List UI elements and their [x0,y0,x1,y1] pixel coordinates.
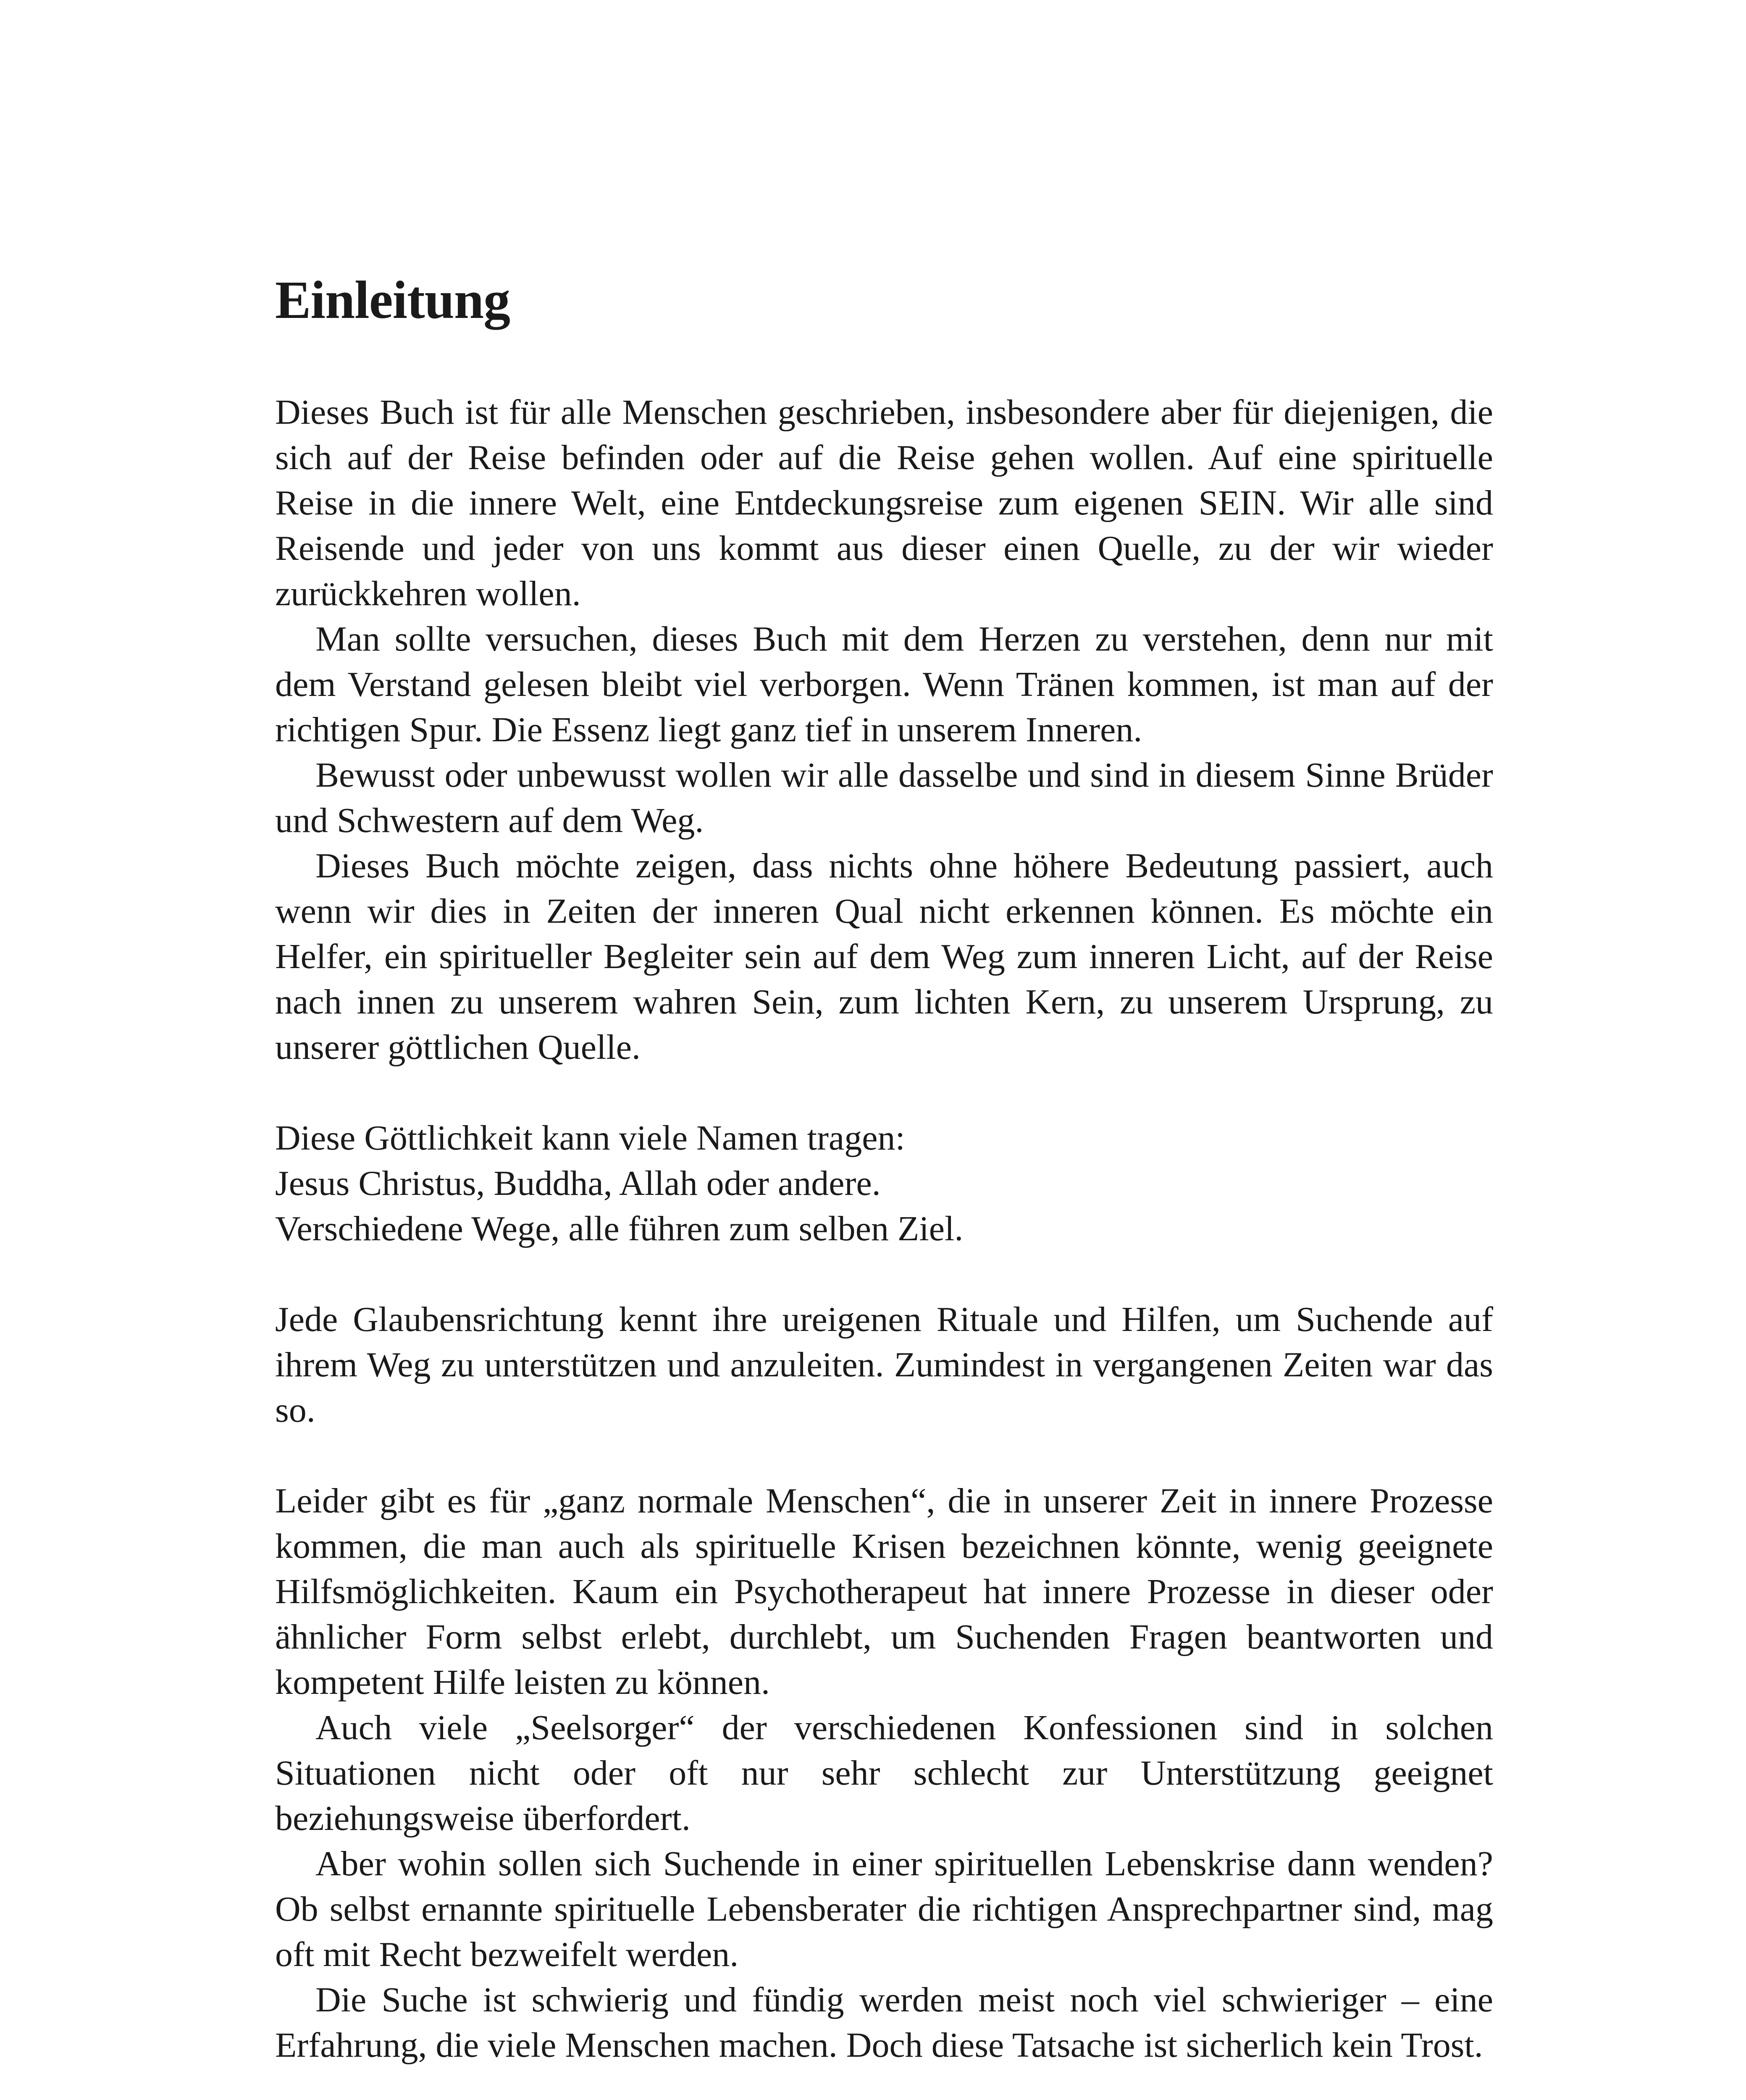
body-text [275,390,1493,2068]
paragraph-intro: Dieses Buch ist für alle Menschen geschrieben, insbesondere aber für diejenigen, die sich auf der Reise befinden oder auf die Reise gehen wollen. Auf eine spirituelle Reise in die innere Welt, eine Entdeckungsreise zum eigenen SEIN. Wir alle sind Reisende und jeder von uns kommt aus dieser einen Quelle, zu der wir wieder zurückkehren wollen. [275,393,1493,613]
paragraph-heart: Man sollte versuchen, dieses Buch mit dem Herzen zu verstehen, denn nur mit dem Verstand gelesen bleibt viel verborgen. Wenn Tränen kommen, ist man auf der richtigen Spur. Die Essenz liegt ganz tief in unserem Inneren. [275,620,1493,749]
paragraph-pastors: Auch viele „Seelsorger“ der verschiedenen Konfessionen sind in solchen Situationen nicht oder oft nur sehr schlecht zur Unterstützung geeignet beziehungsweise überfordert. [275,1708,1493,1838]
chapter-title: Einleitung [275,270,510,330]
verse-line: Diese Göttlichkeit kann viele Namen tragen: [275,1118,905,1158]
paragraph-search: Die Suche ist schwierig und fündig werden meist noch viel schwieriger – eine Erfahrung, die viele Menschen machen. Doch diese Tatsache ist sicherlich kein Trost. [275,1980,1493,2065]
verse-line: Verschiedene Wege, alle führen zum selben Ziel. [275,1209,964,1248]
paragraph-faith: Jede Glaubensrichtung kennt ihre ureigenen Rituale und Hilfen, um Suchende auf ihrem Weg zu unterstützen und anzuleiten. Zumindest in vergangenen Zeiten war das so. [275,1300,1493,1430]
paragraph-normal-people: Leider gibt es für „ganz normale Menschen“, die in unserer Zeit in innere Prozesse kommen, die man auch als spirituelle Krisen bezeichnen könnte, wenig geeignete Hilfsmöglichkeiten. Kaum ein Psychotherapeut hat innere Prozesse in dieser oder ähnlicher Form selbst erlebt, durchlebt, um Suchenden Fragen beantworten und kompetent Hilfe leisten zu können. [275,1481,1493,1702]
verse-block [275,1116,1493,1252]
paragraph-meaning: Dieses Buch möchte zeigen, dass nichts ohne höhere Bedeutung passiert, auch wenn wir dies in Zeiten der inneren Qual nicht erkennen können. Es möchte ein Helfer, ein spiritueller Begleiter sein auf dem Weg zum inneren Licht, auf der Reise nach innen zu unserem wahren Sein, zum lichten Kern, zu unserem Ursprung, zu unserer göttlichen Quelle. [275,846,1493,1067]
paragraph-where-to-turn: Aber wohin sollen sich Suchende in einer spirituellen Lebenskrise dann wenden? Ob selbst ernannte spirituelle Lebensberater die richtigen Ansprechpartner sind, mag oft mit Recht bezweifelt werden. [275,1844,1493,1974]
verse-line: Jesus Christus, Buddha, Allah oder andere. [275,1164,881,1203]
paragraph-siblings: Bewusst oder unbewusst wollen wir alle dasselbe und sind in diesem Sinne Brüder und Schwestern auf dem Weg. [275,756,1493,840]
